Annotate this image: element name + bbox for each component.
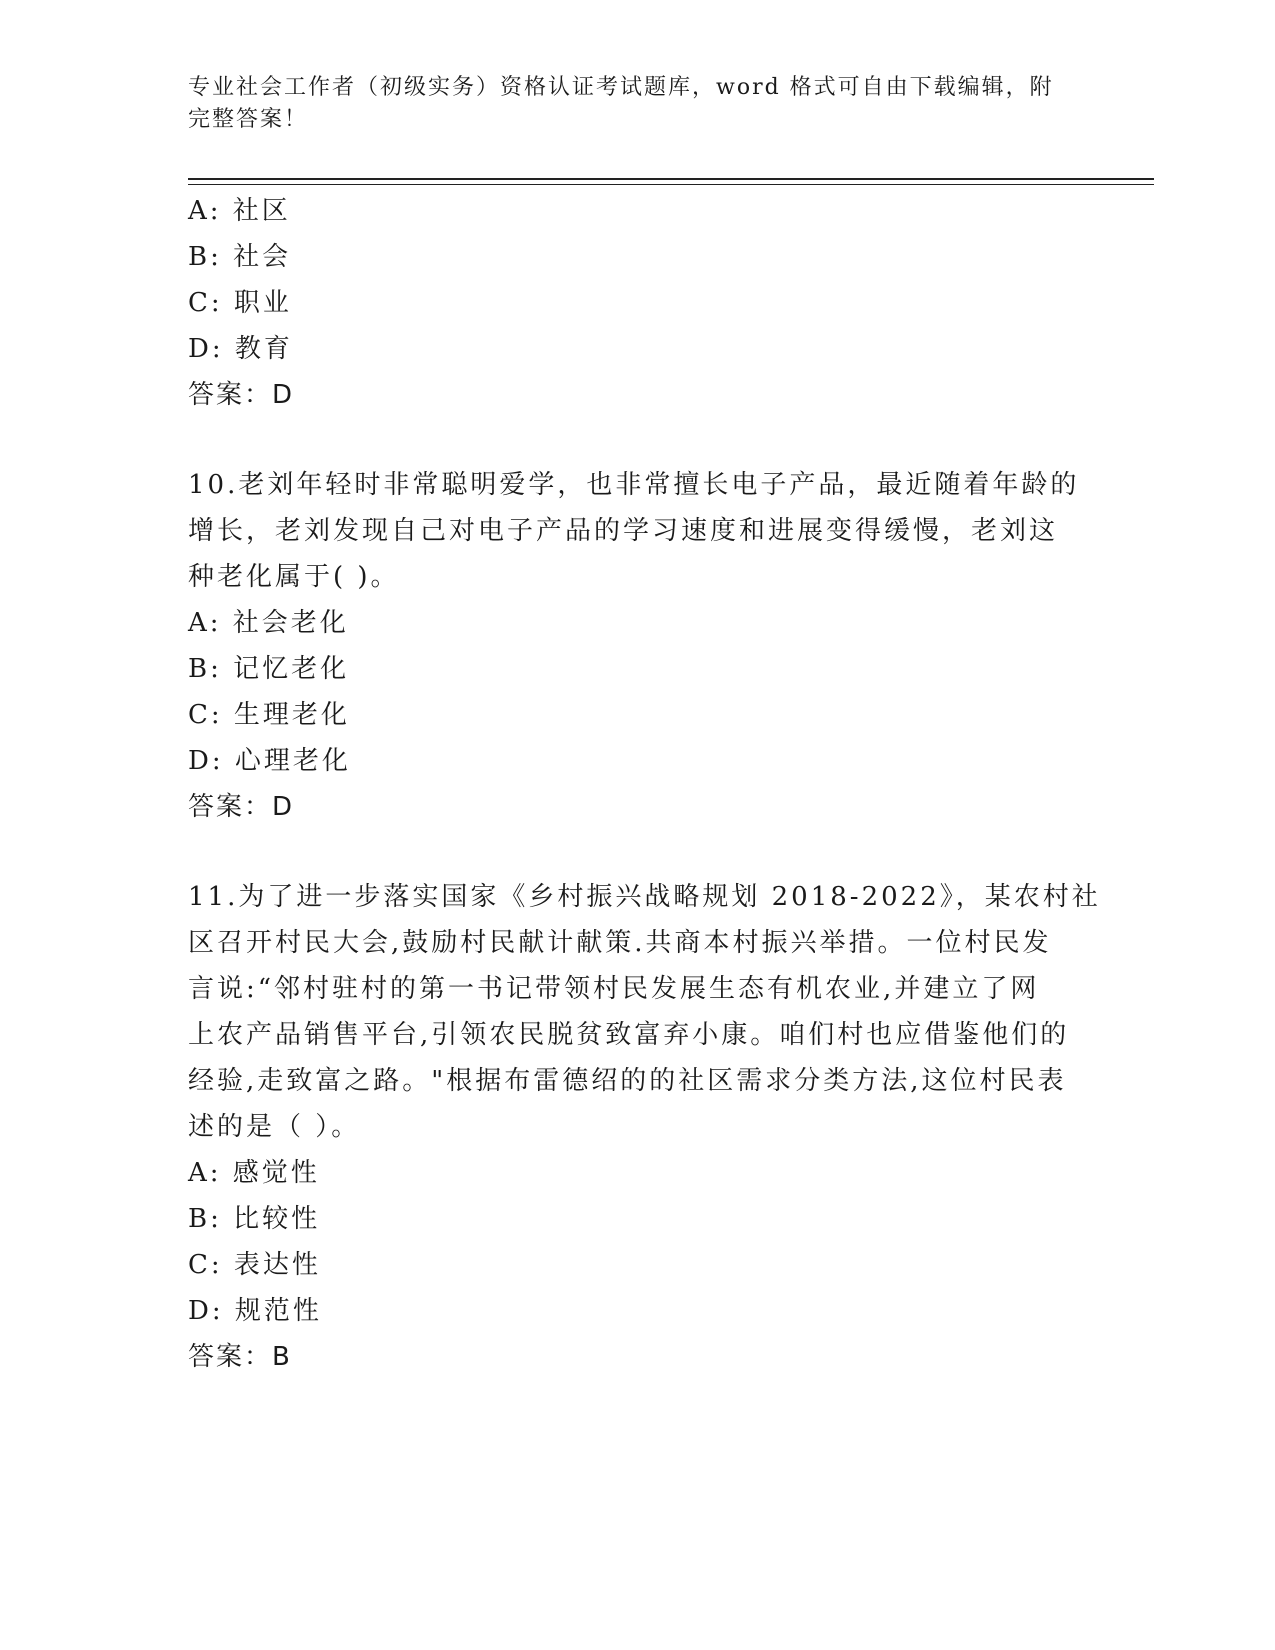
option-a: A: 感觉性 bbox=[188, 1158, 320, 1188]
question-stem-line: 上农产品销售平台,引领农民脱贫致富弃小康。咱们村也应借鉴他们的 bbox=[188, 1020, 1070, 1050]
question-stem-line: 区召开村民大会,鼓励村民献计献策.共商本村振兴举措。一位村民发 bbox=[188, 928, 1052, 958]
option-d: D: 规范性 bbox=[188, 1296, 322, 1326]
question-stem-line: 11.为了进一步落实国家《乡村振兴战略规划 2018-2022》，某农村社 bbox=[188, 882, 1101, 912]
header-line-2: 完整答案！ bbox=[188, 107, 309, 132]
answer-label: 答案：D bbox=[188, 792, 295, 822]
question-stem-line: 述的是（ ）。 bbox=[188, 1112, 361, 1142]
question-11 bbox=[188, 874, 1101, 1380]
option-c: C: 职业 bbox=[188, 288, 292, 318]
question-stem-line: 言说:“邻村驻村的第一书记带领村民发展生态有机农业,并建立了网 bbox=[188, 974, 1040, 1004]
option-c: C: 表达性 bbox=[188, 1250, 321, 1280]
option-b: B: 社会 bbox=[188, 242, 292, 272]
option-b: B: 比较性 bbox=[188, 1204, 321, 1234]
question-9 bbox=[188, 188, 1088, 418]
question-list bbox=[188, 188, 1101, 1380]
question-stem-line: 10.老刘年轻时非常聪明爱学，也非常擅长电子产品，最近随着年龄的 bbox=[188, 470, 1080, 500]
header-divider-thin bbox=[188, 184, 1154, 185]
answer-label: 答案：B bbox=[188, 1342, 292, 1372]
option-a: A: 社区 bbox=[188, 196, 291, 226]
question-10 bbox=[188, 462, 1088, 830]
option-c: C: 生理老化 bbox=[188, 700, 350, 730]
header-line-1: 专业社会工作者（初级实务）资格认证考试题库，word 格式可自由下载编辑，附 bbox=[188, 75, 1054, 100]
option-d: D: 心理老化 bbox=[188, 746, 351, 776]
question-stem-line: 种老化属于( )。 bbox=[188, 562, 400, 592]
document-header bbox=[188, 72, 1068, 136]
answer-label: 答案：D bbox=[188, 380, 295, 410]
header-divider bbox=[188, 178, 1154, 180]
option-d: D: 教育 bbox=[188, 334, 293, 364]
question-stem-line: 经验,走致富之路。"根据布雷德绍的的社区需求分类方法,这位村民表 bbox=[188, 1066, 1067, 1096]
option-a: A: 社会老化 bbox=[188, 608, 349, 638]
question-stem-line: 增长，老刘发现自己对电子产品的学习速度和进展变得缓慢，老刘这 bbox=[188, 516, 1059, 546]
option-b: B: 记忆老化 bbox=[188, 654, 350, 684]
